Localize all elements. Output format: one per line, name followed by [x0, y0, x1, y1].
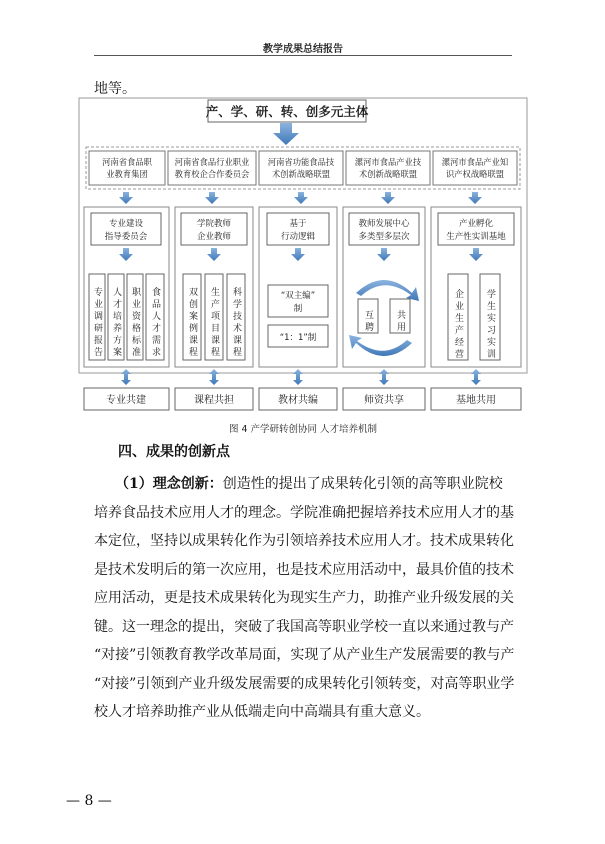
entity-label: 业教育集团 [106, 169, 148, 179]
arrow-down-icon [469, 248, 483, 261]
col1-head: 指导委员会 [104, 232, 148, 242]
col5-item: 学生实习实训 [485, 289, 495, 361]
paragraph-line: 校人才培养助推产业从低端走向中高端具有重大意义。 [94, 704, 430, 720]
section-title: 四、成果的创新点 [118, 444, 230, 460]
double-arrow-icon [121, 369, 131, 385]
outcome-label: 师资共享 [364, 395, 404, 406]
col1-items [89, 274, 164, 360]
paragraph-line: 应用活动，更是技术成果转化为现实生产力，助推产业升级发展的关 [94, 590, 514, 606]
outcome-label: 课程共担 [194, 395, 234, 406]
col1-head: 专业建设 [108, 219, 144, 229]
paragraph-line: 培养食品技术应用人才的理念。学院准确把握培养技术应用人才的基 [94, 504, 514, 521]
main-subject-title: 产、学、研、转、创多元主体 [205, 104, 369, 119]
col2-item: 生产项目课程 [209, 287, 219, 359]
arrow-row-1 [119, 192, 482, 204]
entity-label: 漯河市食品产业知 [441, 157, 509, 167]
arrow-down-icon [205, 192, 219, 204]
double-arrow-icon [293, 369, 303, 385]
paragraph-line: 键。这一理念的提出，突破了我国高等职业学校一直以来通过教与产 [94, 618, 514, 635]
double-arrow-icon [471, 369, 481, 385]
header-rule [94, 55, 512, 56]
paragraph-line: 是技术发明后的第一次应用，也是技术应用活动中，最具价值的技术 [94, 561, 514, 578]
paragraph-label: （1）理念创新： [122, 476, 223, 492]
col5-head: 生产性实训基地 [446, 232, 506, 242]
arrow-down-icon [377, 248, 391, 261]
arrow-down-icon [381, 192, 395, 204]
col1-item: 食品人才需求 [150, 287, 160, 359]
paragraph-line [94, 470, 514, 499]
col4-item: 共用 [395, 310, 405, 334]
col2-item: 双创案例课程 [187, 287, 197, 359]
arrow-down-icon [468, 192, 482, 204]
entity-label: 河南省功能食品技 [267, 157, 335, 167]
arrow-down-icon [119, 248, 133, 261]
col5-head: 产业孵化 [458, 219, 494, 229]
col3-item: “双主编” [280, 291, 316, 301]
col2-items [183, 274, 245, 360]
arrow-row-2 [121, 369, 481, 385]
entity-label: 漯河市食品产业技 [354, 157, 422, 167]
col5-item: 企业生产经营 [453, 289, 463, 361]
page-number: — 8 — [66, 793, 112, 809]
col4-item: 互聘 [363, 310, 373, 334]
col4-head: 教师发展中心 [358, 219, 410, 229]
paragraph-line: “对接”引领教育教学改革局面，实现了从产业生产发展需要的教与产 [94, 647, 515, 663]
col2-item: 科学技术课程 [231, 287, 241, 359]
paragraph-line: 本定位，坚持以成果转化作为引领培养技术应用人才。技术成果转化 [94, 533, 514, 549]
col2-head: 学院教师 [196, 219, 232, 229]
col1-item: 职业资格标准 [130, 287, 140, 359]
entity-label: 河南省食品职 [102, 157, 152, 167]
arrow-down-icon [291, 248, 305, 261]
col2-head: 企业教师 [196, 232, 232, 242]
outcome-boxes [84, 388, 521, 410]
outcome-label: 教材共编 [278, 395, 318, 406]
entity-label: 术创新战略联盟 [358, 169, 418, 179]
col4-head: 多类型多层次 [358, 232, 410, 242]
lead-text: 地等。 [94, 81, 136, 97]
outcome-label: 基地共用 [456, 395, 496, 406]
cycle-arrow-icon [349, 335, 412, 356]
arrow-down-icon [119, 192, 133, 204]
entity-boxes [89, 151, 517, 185]
page-header: 教学成果总结报告 [263, 44, 343, 55]
outcome-label: 专业共建 [106, 395, 146, 406]
figure-caption: 图 4 产学研转创协同 人才培养机制 [228, 424, 378, 435]
body-paragraph [94, 470, 514, 727]
col3-item: “1：1”制 [279, 333, 317, 343]
double-arrow-icon [209, 369, 219, 385]
paragraph-line: “对接”引领到产业升级发展需要的成果转化引领转变，对高等职业学 [94, 675, 515, 692]
arrow-down-icon [273, 123, 299, 145]
entity-label: 教育校企合作委员会 [174, 169, 250, 179]
col3-head: 行动逻辑 [280, 232, 316, 242]
arrow-down-icon [207, 248, 221, 261]
double-arrow-icon [379, 369, 389, 385]
cycle-arrow-icon [356, 280, 419, 301]
col3-item: 制 [293, 304, 303, 314]
entity-label: 识产权战略联盟 [445, 169, 505, 179]
arrow-down-icon [294, 192, 308, 204]
col1-item: 人才培养方案 [111, 287, 121, 359]
entity-label: 河南省食品行业职业 [174, 157, 250, 167]
collaboration-diagram [78, 97, 528, 415]
col1-item: 专业调研报告 [92, 287, 102, 359]
col3-head: 基于 [289, 219, 307, 229]
paragraph-text: 创造性的提出了成果转化引领的高等职业院校 [222, 476, 503, 492]
entity-label: 术创新战略联盟 [271, 169, 331, 179]
